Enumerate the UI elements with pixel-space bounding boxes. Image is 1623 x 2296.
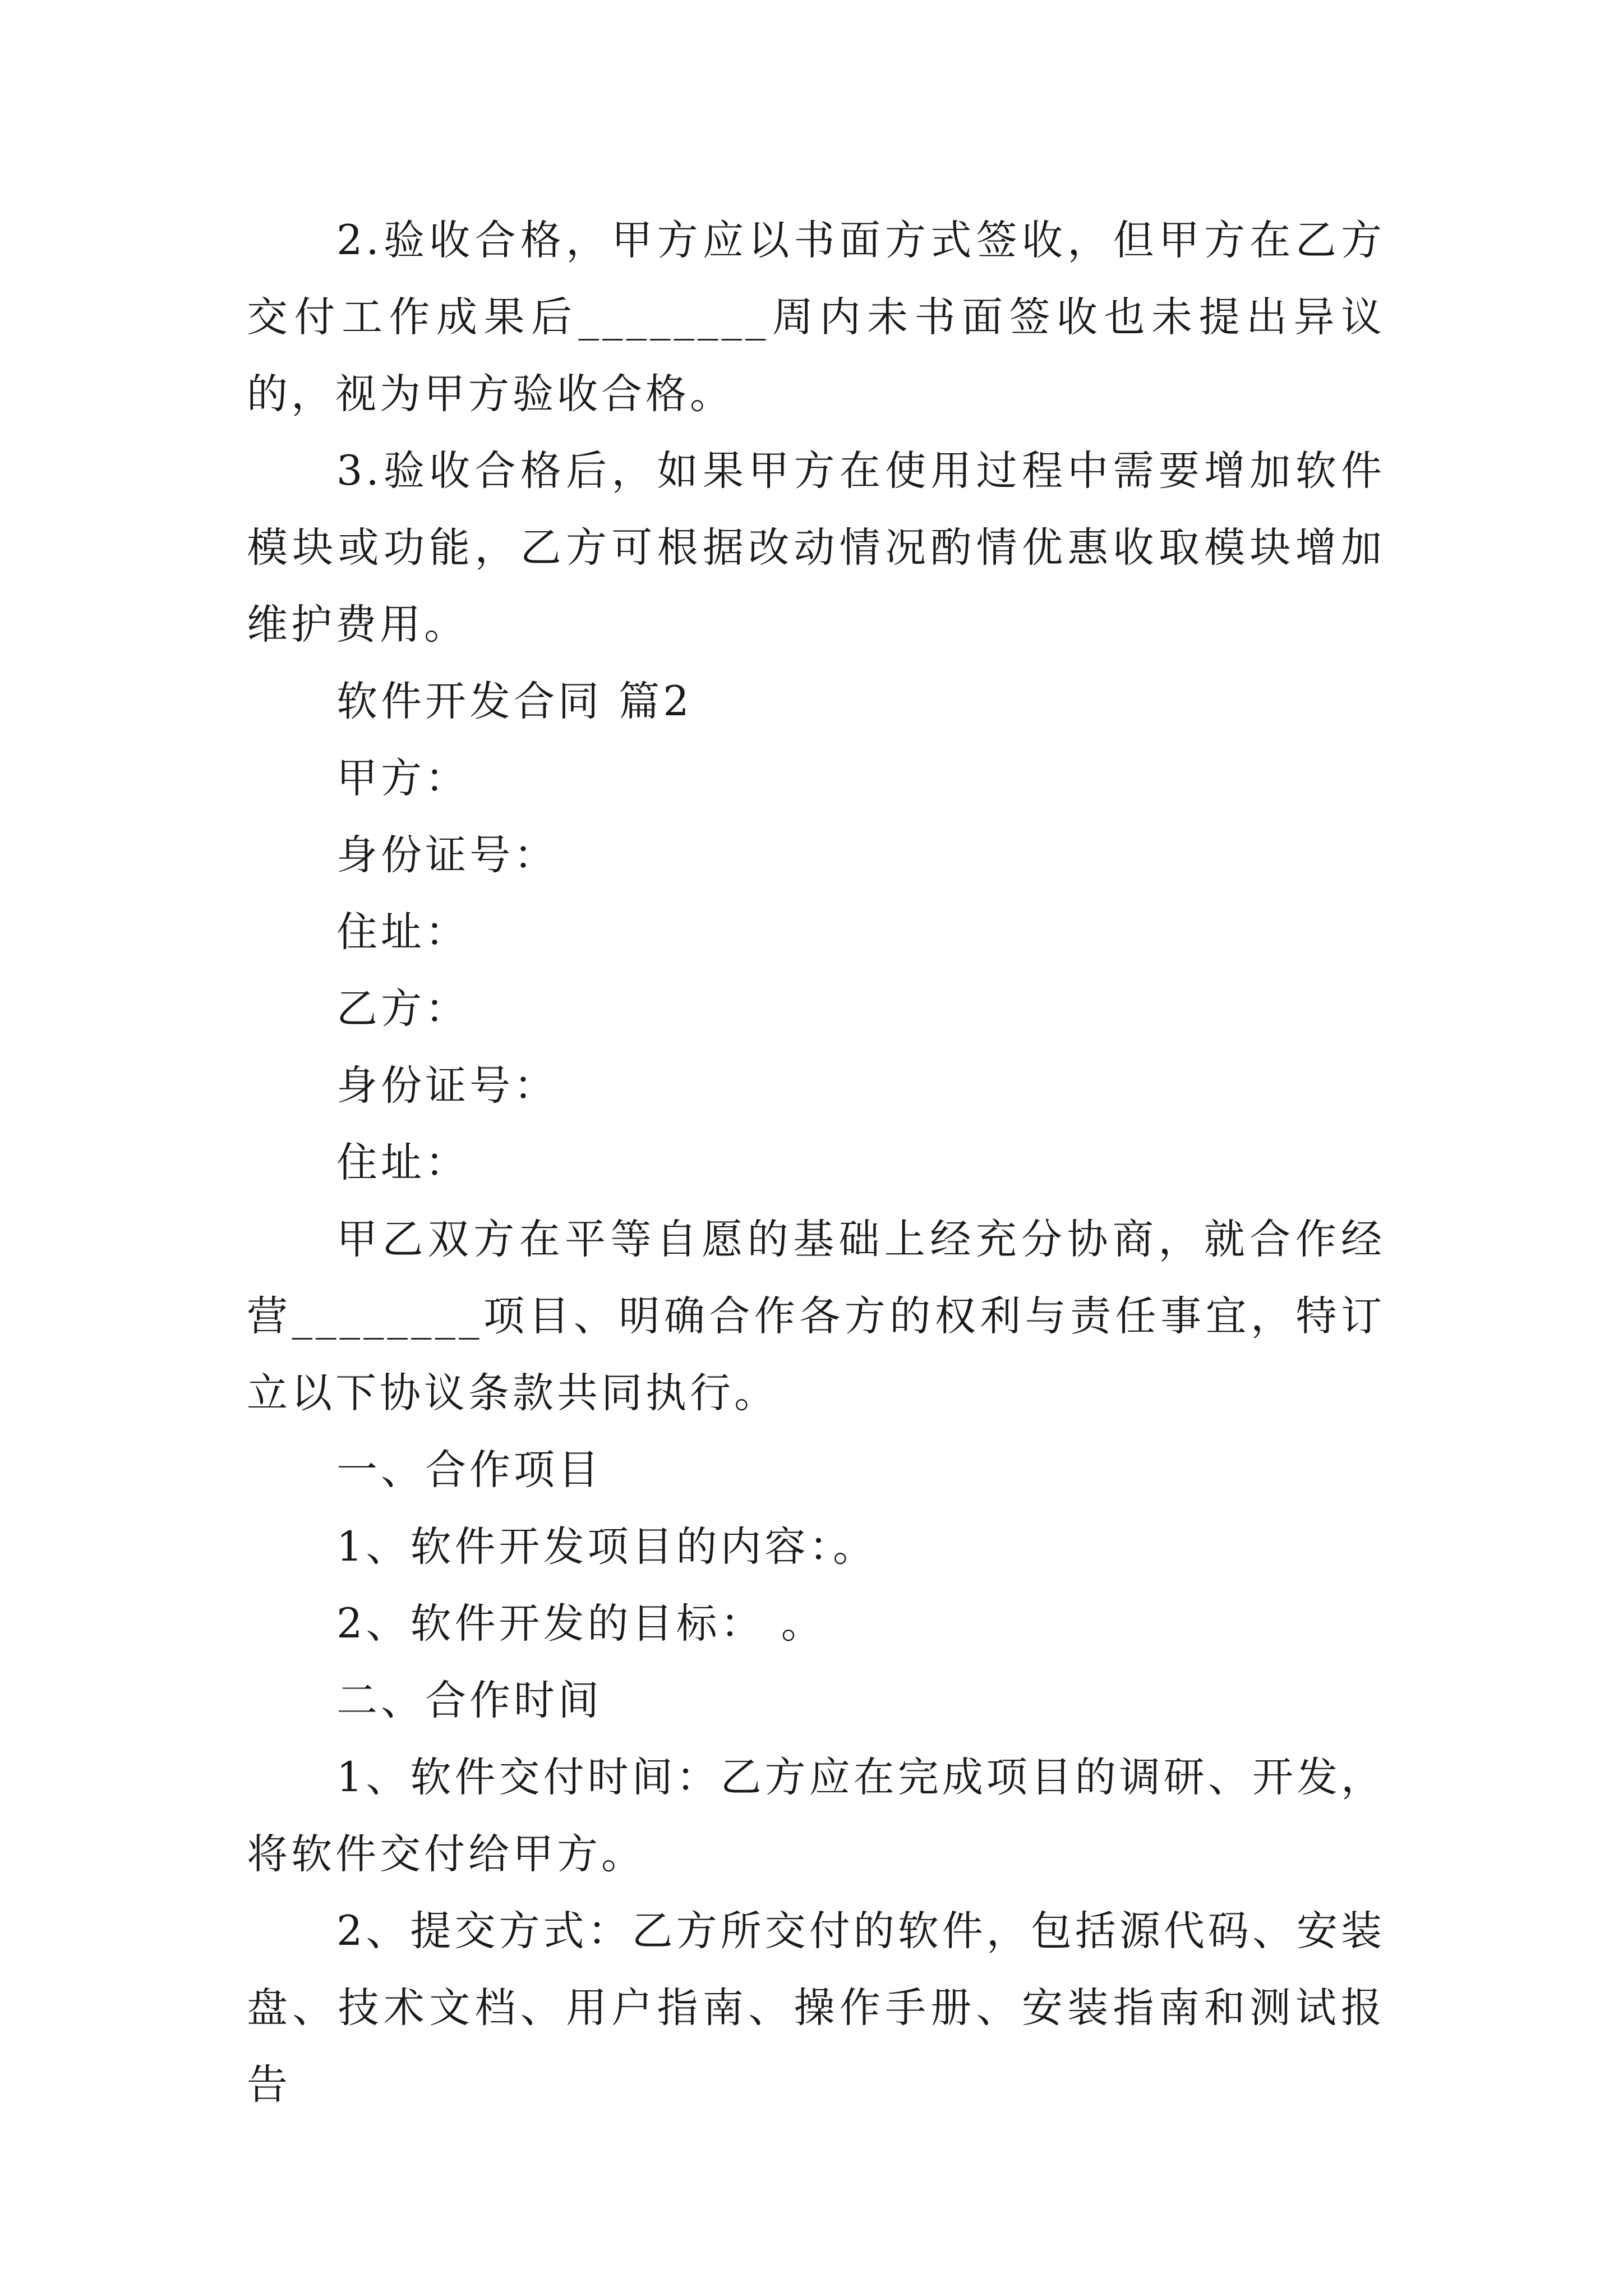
preamble-paragraph: 甲乙双方在平等自愿的基础上经充分协商，就合作经营________项目、明确合作各方的权利与责任事宜，特订立以下协议条款共同执行。 [247, 1216, 1385, 1417]
document-body [247, 202, 1385, 2123]
section-heading-cooperation-time: 二、合作时间 [336, 1677, 602, 1724]
party-b-label: 乙方： [336, 985, 469, 1033]
paragraph-acceptance-3: 3.验收合格后，如果甲方在使用过程中需要增加软件模块或功能，乙方可根据改动情况酌情优惠收取模块增加维护费用。 [247, 447, 1385, 648]
party-a-address-label: 住址： [336, 908, 469, 956]
submission-method-item: 2、提交方式：乙方所交付的软件，包括源代码、安装盘、技术文档、用户指南、操作手册、安装指南和测试报告 [247, 1907, 1385, 2109]
paragraph-acceptance-2: 2.验收合格，甲方应以书面方式签收，但甲方在乙方交付工作成果后________周内未书面签收也未提出异议的，视为甲方验收合格。 [247, 217, 1385, 418]
party-a-id-label: 身份证号： [336, 831, 558, 879]
party-a-label: 甲方： [336, 754, 469, 802]
project-goal-item: 2、软件开发的目标： 。 [336, 1600, 826, 1648]
section-heading-cooperation-project: 一、合作项目 [336, 1446, 602, 1494]
party-b-id-label: 身份证号： [336, 1062, 558, 1110]
party-b-address-label: 住址： [336, 1139, 469, 1186]
project-content-item: 1、软件开发项目的内容：。 [336, 1523, 877, 1571]
delivery-time-item: 1、软件交付时间：乙方应在完成项目的调研、开发，将软件交付给甲方。 [247, 1754, 1385, 1878]
contract-heading: 软件开发合同 篇2 [336, 678, 693, 725]
